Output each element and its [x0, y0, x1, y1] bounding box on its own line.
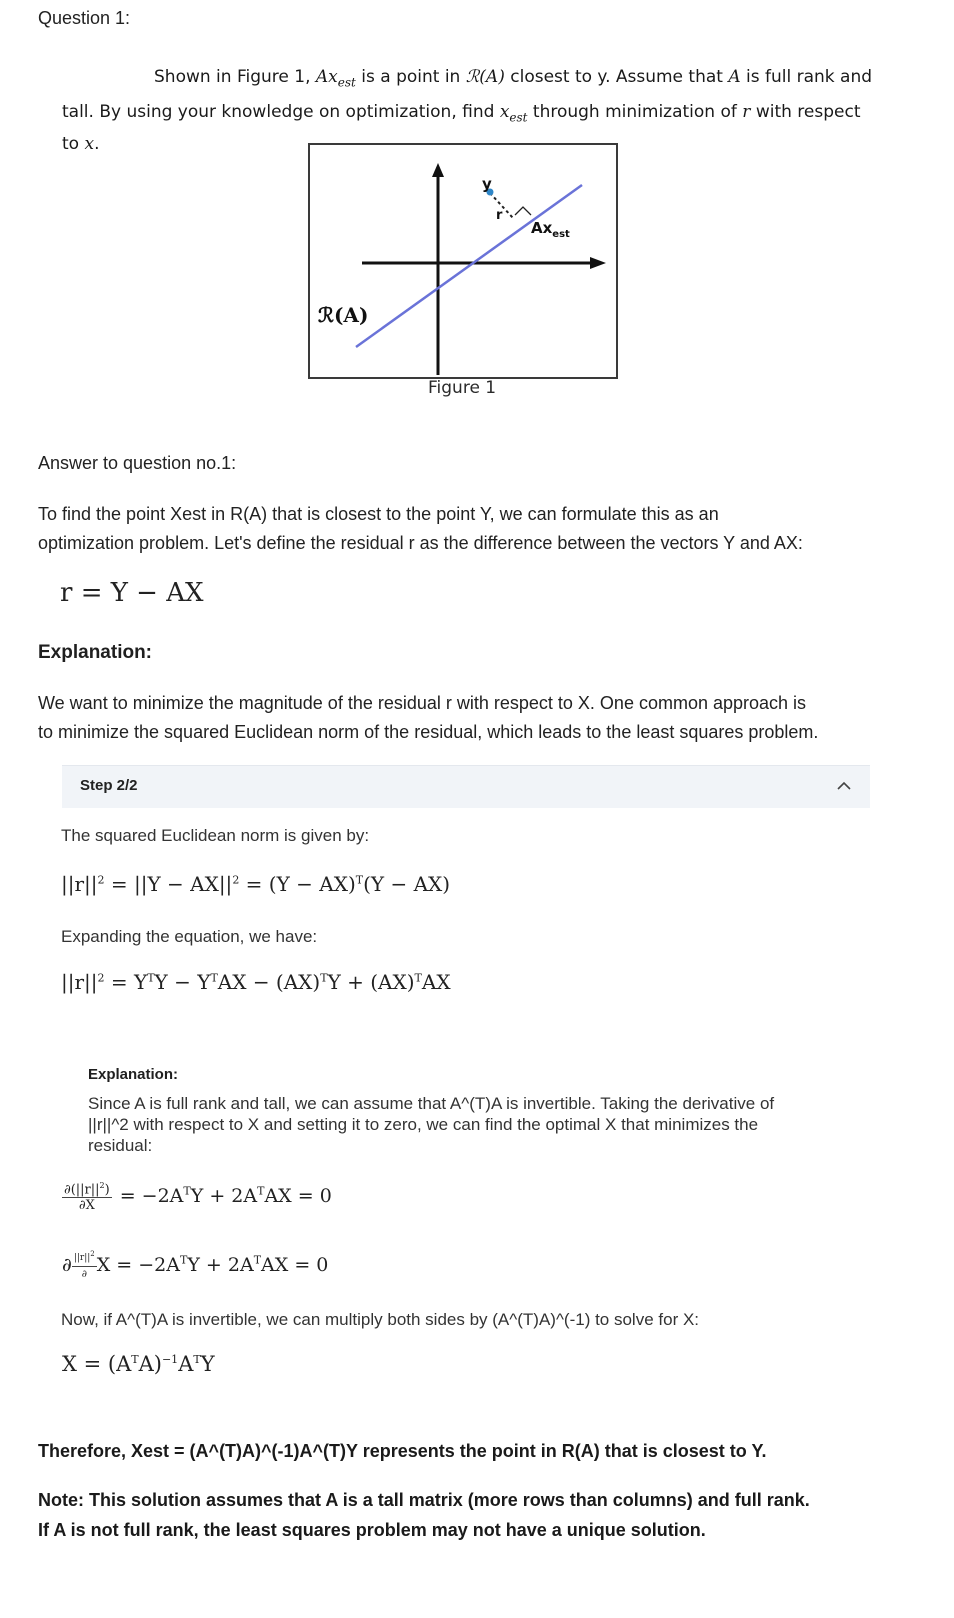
equation-derivative-alt: ∂ $\frac{||r||^2}{\partial}$ $X = -2A^TY + 2A^TAX = 0$ — [62, 1247, 328, 1282]
equation-solution: $X = (A^TA)^{-1}A^TY$ — [62, 1352, 215, 1376]
equation-norm: $||r||^2 = ||Y - AX||^2 = (Y - AX)^T(Y - AX)$ — [61, 872, 451, 896]
step-explanation-text: Since A is full rank and tall, we can assume that A^(T)A is invertible. Taking the derivative of ||r||^2 with respect to X and setting it to zero, we can find the optimal X that minimizes the residual: — [88, 1094, 775, 1155]
chevron-up-icon[interactable] — [834, 776, 854, 796]
label-axest: $Ax_{est}$ — [531, 219, 570, 240]
explanation-text: We want to minimize the magnitude of the residual r with respect to X. One common approach is to minimize the squared Euclidean norm of the residual, which leads to the least squares problem. — [38, 693, 819, 742]
range-line — [356, 185, 582, 347]
figure-caption: Figure 1 — [428, 378, 497, 398]
label-r: r — [496, 208, 503, 223]
equation-derivative: $\frac{\partial(||r||^2)}{\partial X}$ = $-2A^TY + 2A^TAX = 0$ — [62, 1178, 332, 1213]
figure-1 — [308, 143, 618, 379]
expand-text: Expanding the equation, we have: — [61, 927, 318, 946]
norm-text: The squared Euclidean norm is given by: — [61, 826, 370, 845]
explanation-heading: Explanation: — [38, 642, 153, 663]
answer-title: Answer to question no.1: — [38, 453, 237, 473]
equation-expanded: $||r||^2 = Y^TY - Y^TAX - (AX)^TY + (AX)^TAX$ — [61, 970, 451, 994]
label-range: ℛ(A) — [318, 303, 369, 327]
solve-text: Now, if A^(T)A is invertible, we can multiply both sides by (A^(T)A)^(-1) to solve for X: — [61, 1310, 700, 1329]
step-label: Step 2/2 — [80, 777, 138, 794]
equation-residual: r = Y − AX — [60, 578, 204, 608]
vertical-axis-arrow — [432, 163, 444, 177]
step-explanation-heading: Explanation: — [88, 1066, 179, 1083]
right-angle-marker — [515, 207, 531, 215]
step-header[interactable] — [62, 765, 870, 808]
label-y: y — [482, 175, 492, 193]
question-text: Shown in Figure 1, $Ax_{est}$ is a point in ℛ(A) closest to y. Assume that A is full rank and tall. By using your knowledge on optimization, find $x_{est}$ through minimization of r with respect to x. — [62, 67, 873, 154]
answer-intro: To find the point Xest in R(A) that is closest to the point Y, we can formulate this as an optimization problem. Let's define the residual r as the difference between the vectors Y and AX: — [38, 504, 803, 553]
note-text: Note: This solution assumes that A is a tall matrix (more rows than columns) and full rank. If A is not full rank, the least squares problem may not have a unique solution. — [38, 1490, 810, 1540]
horizontal-axis-arrow — [590, 257, 606, 269]
question-title: Question 1: — [38, 8, 131, 28]
conclusion-text: Therefore, Xest = (A^(T)A)^(-1)A^(T)Y represents the point in R(A) that is closest to Y. — [38, 1441, 767, 1461]
